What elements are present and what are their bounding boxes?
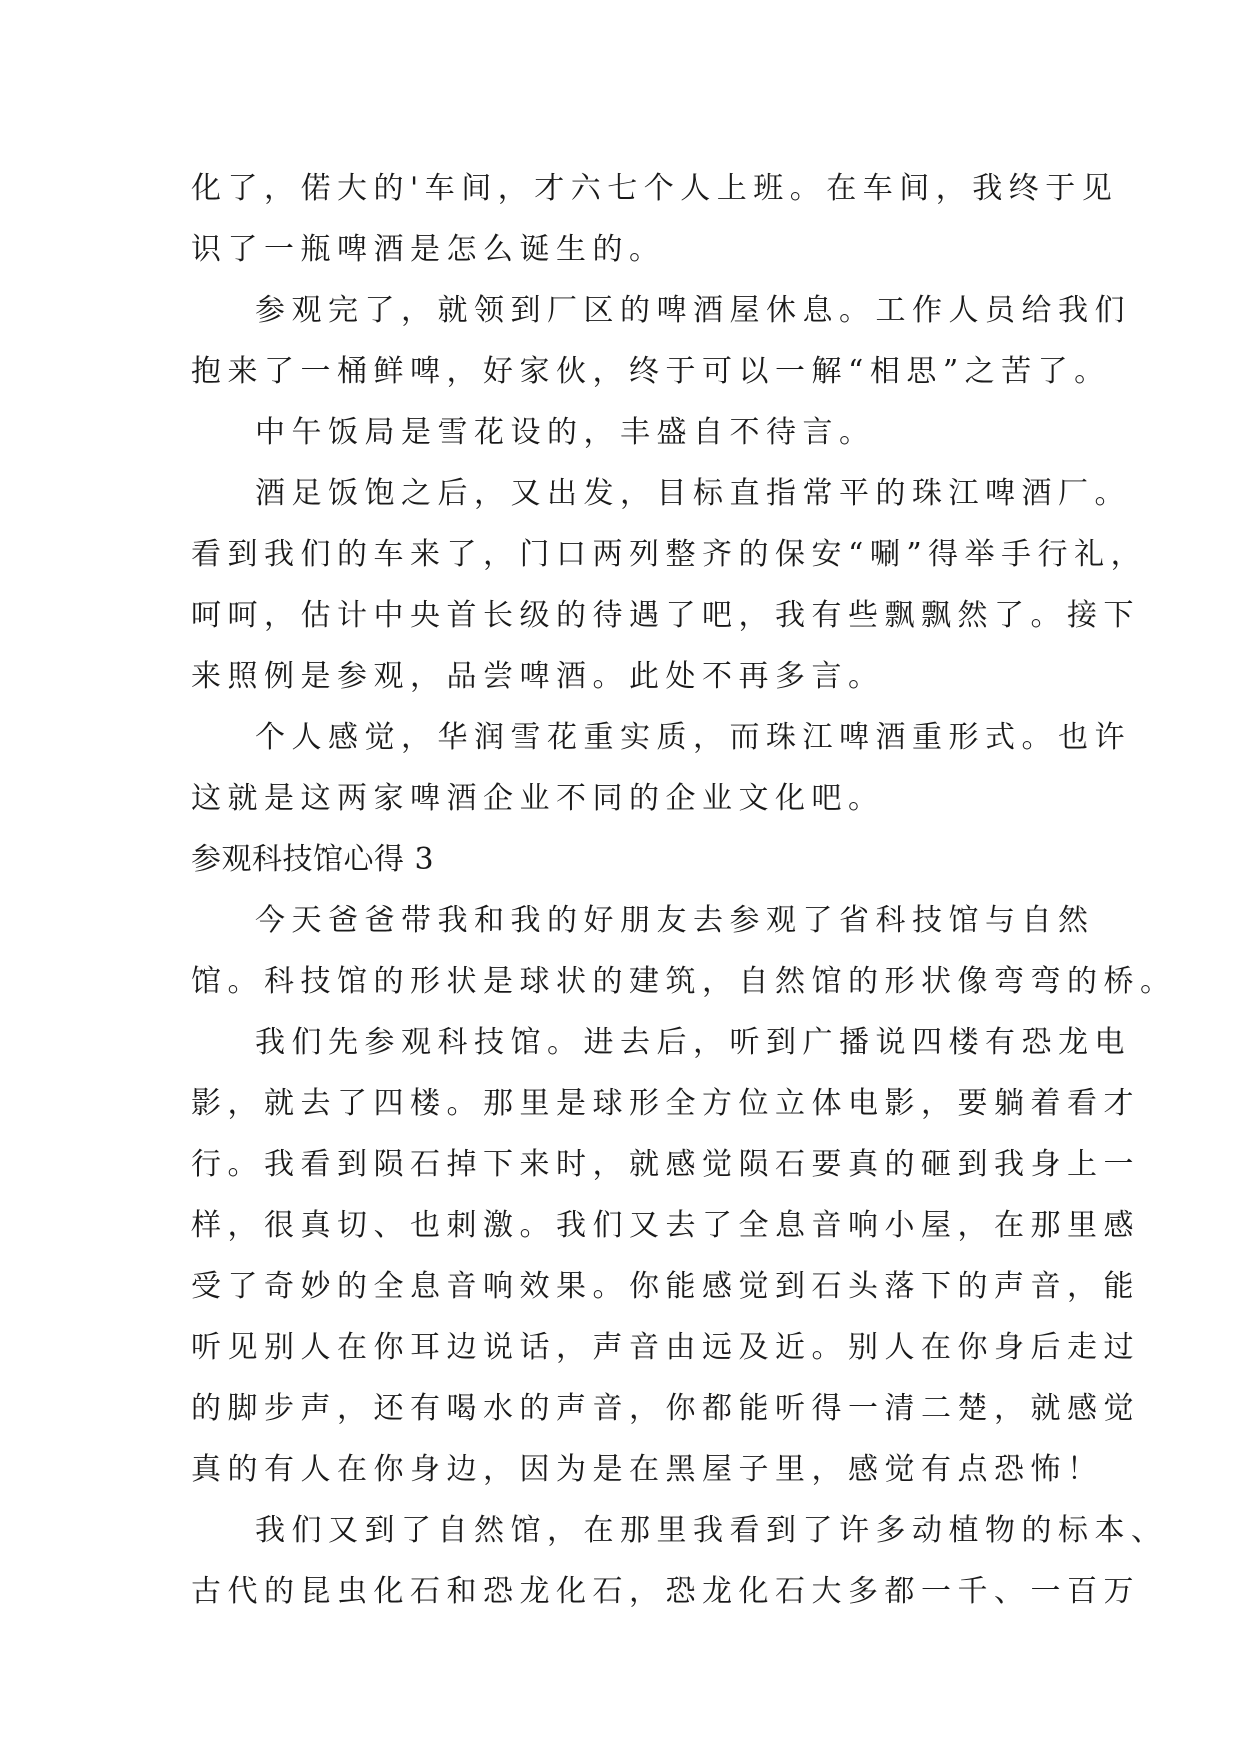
paragraph xyxy=(191,463,1148,707)
text-line: 中午饭局是雪花设的，丰盛自不待言。 xyxy=(255,415,876,450)
document-body xyxy=(191,158,1177,1622)
paragraph xyxy=(191,402,1071,463)
text-line: 受了奇妙的全息音响效果。你能感觉到石头落下的声音，能 xyxy=(191,1269,1140,1304)
text-line: 听见别人在你耳边说话，声音由远及近。别人在你身后走过 xyxy=(191,1330,1140,1365)
text-line: 这就是这两家啤酒企业不同的企业文化吧。 xyxy=(191,781,885,816)
text-line: 我们先参观科技馆。进去后，听到广播说四楼有恐龙电 xyxy=(255,1025,1131,1060)
text-line: 真的有人在你身边，因为是在黑屋子里，感觉有点恐怖！ xyxy=(191,1452,1104,1487)
text-line: 参观完了，就领到厂区的啤酒屋休息。工作人员给我们 xyxy=(255,293,1131,328)
text-line: 个人感觉，华润雪花重实质，而珠江啤酒重形式。也许 xyxy=(255,720,1131,755)
text-line: 来照例是参观，品尝啤酒。此处不再多言。 xyxy=(191,659,885,694)
text-line: 行。我看到陨石掉下来时，就感觉陨石要真的砸到我身上一 xyxy=(191,1147,1140,1182)
text-line: 的脚步声，还有喝水的声音，你都能听得一清二楚，就感觉 xyxy=(191,1391,1140,1426)
text-line: 影，就去了四楼。那里是球形全方位立体电影，要躺着看才 xyxy=(191,1086,1140,1121)
text-line: 馆。科技馆的形状是球状的建筑，自然馆的形状像弯弯的桥。 xyxy=(191,964,1177,999)
paragraph xyxy=(191,1012,1140,1500)
text-line: 酒足饭饱之后，又出发，目标直指常平的珠江啤酒厂。 xyxy=(255,476,1131,511)
text-line: 今天爸爸带我和我的好朋友去参观了省科技馆与自然 xyxy=(255,903,1095,938)
paragraph xyxy=(191,158,1119,280)
text-line: 我们又到了自然馆，在那里我看到了许多动植物的标本、 xyxy=(255,1513,1168,1548)
paragraph xyxy=(191,280,1131,402)
text-line: 样，很真切、也刺激。我们又去了全息音响小屋，在那里感 xyxy=(191,1208,1140,1243)
section-heading: 参观科技馆心得 3 xyxy=(191,842,435,877)
text-line: 古代的昆虫化石和恐龙化石，恐龙化石大多都一千、一百万 xyxy=(191,1574,1140,1609)
text-line: 化了，偌大的'车间，才六七个人上班。在车间，我终于见 xyxy=(191,171,1119,206)
paragraph xyxy=(191,1500,1168,1622)
paragraph xyxy=(191,890,1177,1012)
text-line: 看到我们的车来了，门口两列整齐的保安“唰”得举手行礼， xyxy=(191,537,1148,572)
text-line: 识了一瓶啤酒是怎么诞生的。 xyxy=(191,232,666,267)
paragraph xyxy=(191,707,1131,829)
text-line: 抱来了一桶鲜啤，好家伙，终于可以一解“相思”之苦了。 xyxy=(191,354,1111,389)
text-line: 呵呵，估计中央首长级的待遇了吧，我有些飘飘然了。接下 xyxy=(191,598,1140,633)
